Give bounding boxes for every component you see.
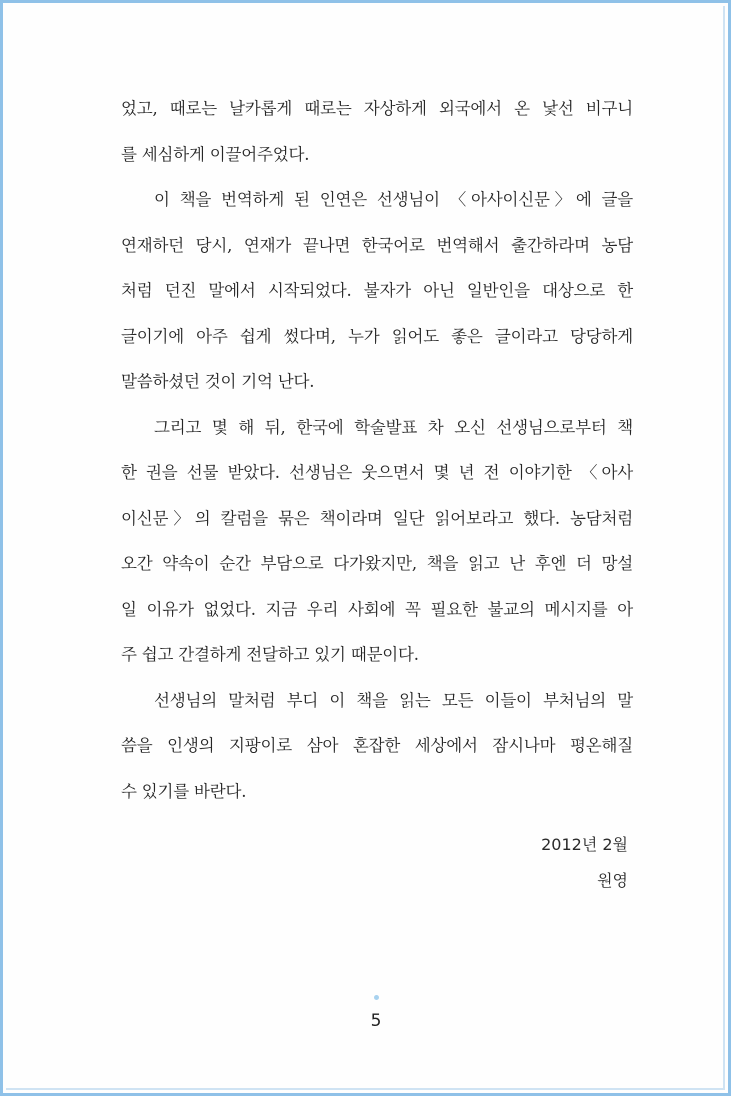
text-line: 일 이유가 없었다. 지금 우리 사회에 꼭 필요한 불교의 메시지를 아 [121,599,633,619]
decorative-dot [374,995,379,1000]
text-line: 말씀하셨던 것이 기억 난다. [121,372,315,391]
text-line: 이 책을 번역하게 된 인연은 선생님이 〈아사이신문〉에 글을 [154,190,633,209]
text-line: 이신문〉의 칼럼을 묶은 책이라며 일단 읽어보라고 했다. 농담처럼 [121,508,633,528]
text-line: 그리고 몇 해 뒤, 한국에 학술발표 차 오신 선생님으로부터 책 [154,417,633,437]
text-line: 한 권을 선물 받았다. 선생님은 웃으면서 몇 년 전 이야기한 〈아사 [121,463,633,482]
body-text [121,86,633,814]
signature-name: 원영 [597,871,628,890]
text-line: 주 쉽고 간결하게 전달하고 있기 때문이다. [121,645,419,664]
text-line: 수 있기를 바란다. [121,781,247,801]
text-line: 오간 약속이 순간 부담으로 다가왔지만, 책을 읽고 난 후엔 더 망설 [121,554,633,573]
signature-date: 2012년 2월 [541,835,628,854]
text-line: 연재하던 당시, 연재가 끝나면 한국어로 번역해서 출간하라며 농담 [121,235,633,255]
page-number: 5 [370,1011,382,1031]
text-line: 선생님의 말처럼 부디 이 책을 읽는 모든 이들이 부처님의 말 [154,690,633,710]
text-line: 씀을 인생의 지팡이로 삼아 혼잡한 세상에서 잠시나마 평온해질 [121,736,633,755]
text-line: 를 세심하게 이끌어주었다. [121,144,310,164]
text-line: 었고, 때로는 날카롭게 때로는 자상하게 외국에서 온 낯선 비구니 [121,99,633,118]
text-line: 처럼 던진 말에서 시작되었다. 불자가 아닌 일반인을 대상으로 한 [121,281,633,300]
text-line: 글이기에 아주 쉽게 썼다며, 누가 읽어도 좋은 글이라고 당당하게 [121,326,633,346]
